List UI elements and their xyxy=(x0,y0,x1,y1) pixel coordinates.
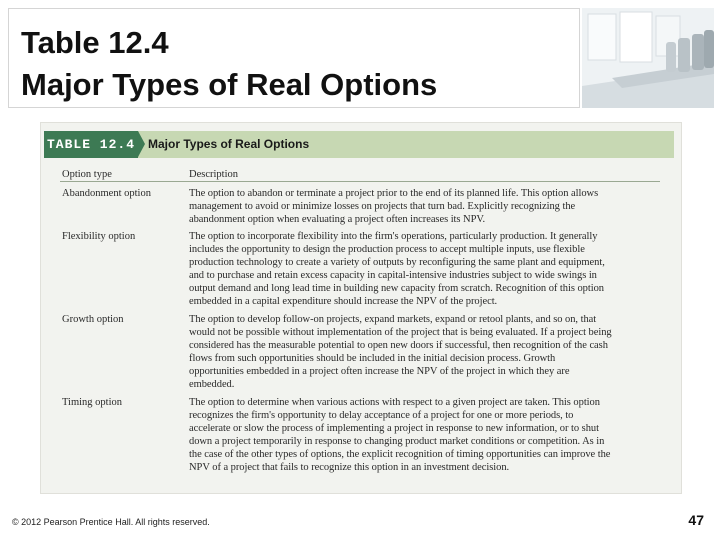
column-header-option-type: Option type xyxy=(62,169,112,180)
description-line: The option to determine when various actions with respect to a given project are taken. This option xyxy=(189,397,600,408)
header-divider xyxy=(60,181,660,182)
description-line: output demand and long lead time in building new capacity from scratch. Recognition of this option xyxy=(189,283,605,294)
conference-room-illustration xyxy=(582,8,714,108)
table-number-tag: TABLE 12.4 xyxy=(44,131,138,158)
description-line: down a project temporarily in response to changing product market conditions or competition. As in xyxy=(189,436,605,447)
description-line: recognizes the firm's opportunity to delay acceptance of a project for one or more periods, to xyxy=(189,410,574,421)
slide-title-line-2: Major Types of Real Options xyxy=(21,67,438,102)
copyright-notice: © 2012 Pearson Prentice Hall. All rights reserved. xyxy=(12,517,210,527)
description-line: opportunities embedded in a project often increase the NPV of the project in which they are xyxy=(189,366,570,377)
description-line: abandonment option when evaluating a project often increases its NPV. xyxy=(189,214,486,225)
description-line: The option to abandon or terminate a project prior to the end of its planned life. This option allows xyxy=(189,188,599,199)
table-banner xyxy=(44,131,674,158)
description-line: accelerate or slow the process of implementing a project in response to new information, or to shut xyxy=(189,423,599,434)
description-line: NPV of a project that fails to recognize this option in an investment decision. xyxy=(189,462,510,473)
page-number: 47 xyxy=(688,512,704,528)
option-type-cell: Growth option xyxy=(62,314,124,325)
description-line: The option to develop follow-on projects, expand markets, expand or retool plants, and so on, that xyxy=(189,314,597,325)
option-type-cell: Flexibility option xyxy=(62,231,136,242)
description-line: includes the opportunity to design the production process to accept multiple inputs, use flexible xyxy=(189,244,585,255)
description-line: embedded in a capital expenditure should increase the NPV of the project. xyxy=(189,296,498,307)
banner-arrow-icon xyxy=(138,131,145,157)
description-line: embedded. xyxy=(189,379,235,390)
slide-title-line-1: Table 12.4 xyxy=(21,25,169,60)
description-line: flows from such opportunities should be included in the initial decision process. Growth xyxy=(189,353,556,364)
table-caption: Major Types of Real Options xyxy=(148,137,310,151)
description-line: The option to incorporate flexibility into the firm's operations, particularly production. It generally xyxy=(189,231,598,242)
description-line: the case of the other types of options, the explicit recognition of timing opportunities can improve the xyxy=(189,449,611,460)
option-type-cell: Abandonment option xyxy=(62,188,151,199)
conference-room-image xyxy=(582,8,714,108)
description-line: considered has the measurable potential to open new doors if successful, then recognition of the cash xyxy=(189,340,608,351)
option-type-cell: Timing option xyxy=(62,397,123,408)
description-line: would not be possible without implementation of the project that is being evaluated. If a project being xyxy=(189,327,612,338)
description-line: and to purchase and retain excess capacity in capital-intensive industries subject to wide swings in xyxy=(189,270,597,281)
column-header-description: Description xyxy=(189,169,238,180)
title-box xyxy=(8,8,580,108)
description-line: management to avoid or minimize losses on projects that turn bad. Explicitly recognizing the xyxy=(189,201,576,212)
description-line: production technology to create a variety of outputs by reconfiguring the same plant and equipment, xyxy=(189,257,605,268)
